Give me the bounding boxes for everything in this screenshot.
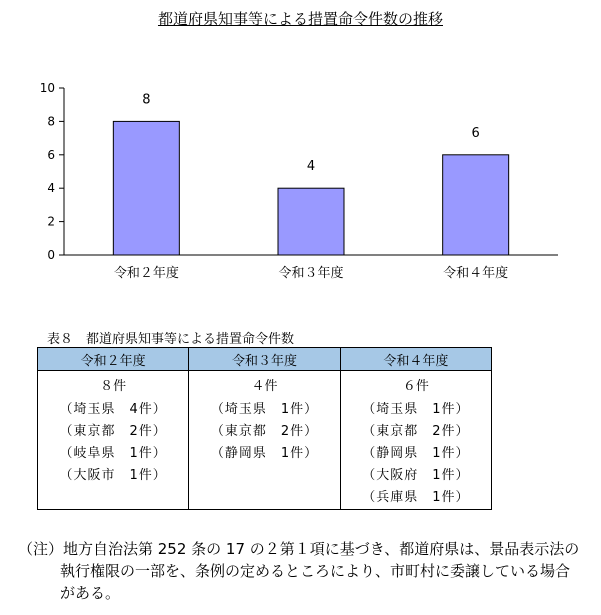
y-tick-label: 8 <box>47 114 55 129</box>
column-header: 令和４年度 <box>340 348 491 371</box>
y-tick-label: 10 <box>39 81 55 95</box>
bar-chart <box>0 0 601 300</box>
column-header: 令和３年度 <box>189 348 340 371</box>
data-label: 6 <box>471 125 480 141</box>
column-header: 令和２年度 <box>38 348 189 371</box>
footnote <box>18 538 593 604</box>
cell-item: （静岡県 1件） <box>362 446 470 461</box>
table-cell <box>38 371 189 510</box>
y-tick-label: 4 <box>47 181 55 196</box>
data-label: 4 <box>306 159 316 175</box>
footnote-line: （注）地方自治法第 252 条の 17 の２第１項に基づき、都道府県は、景品表示法の <box>18 540 580 558</box>
cell-item: （埼玉県 4件） <box>59 402 167 417</box>
x-tick-label: 令和２年度 <box>113 266 179 281</box>
table-row <box>38 371 492 510</box>
y-tick-label: 6 <box>47 147 55 162</box>
chart-title: 都道府県知事等による措置命令件数の推移 <box>157 10 443 28</box>
cell-item: （東京都 2件） <box>362 424 470 439</box>
y-tick-label: 2 <box>47 214 55 229</box>
counts-table <box>37 347 492 510</box>
bar <box>443 155 509 255</box>
data-label: 8 <box>142 92 151 108</box>
bars <box>113 92 508 255</box>
cell-total: ８件 <box>100 379 127 394</box>
y-tick-label: 0 <box>47 248 55 262</box>
x-tick-label: 令和４年度 <box>443 266 509 281</box>
cell-item: （大阪市 1件） <box>59 468 167 483</box>
bar <box>113 121 179 255</box>
cell-item: （埼玉県 1件） <box>362 402 470 417</box>
bar <box>278 188 344 255</box>
cell-item: （静岡県 1件） <box>210 446 319 461</box>
cell-item: （兵庫県 1件） <box>362 490 470 505</box>
x-axis-ticks <box>114 265 508 281</box>
table-header-row <box>38 348 492 371</box>
cell-item: （東京都 2件） <box>210 424 319 439</box>
cell-item: （東京都 2件） <box>59 424 167 439</box>
cell-item: （埼玉県 1件） <box>210 402 319 417</box>
footnote-line: がある。 <box>60 584 121 602</box>
y-axis-ticks <box>40 81 64 262</box>
table-cell <box>340 371 491 510</box>
table-cell <box>189 371 340 510</box>
cell-item: （大阪府 1件） <box>362 468 470 483</box>
table-caption: 表８ 都道府県知事等による措置命令件数 <box>47 332 295 347</box>
footnote-line: 執行権限の一部を、条例の定めるところにより、市町村に委譲している場合 <box>60 562 571 580</box>
cell-item: （岐阜県 1件） <box>59 446 167 461</box>
x-tick-label: 令和３年度 <box>278 266 344 281</box>
cell-total: ６件 <box>402 379 429 394</box>
cell-total: ４件 <box>251 379 278 394</box>
